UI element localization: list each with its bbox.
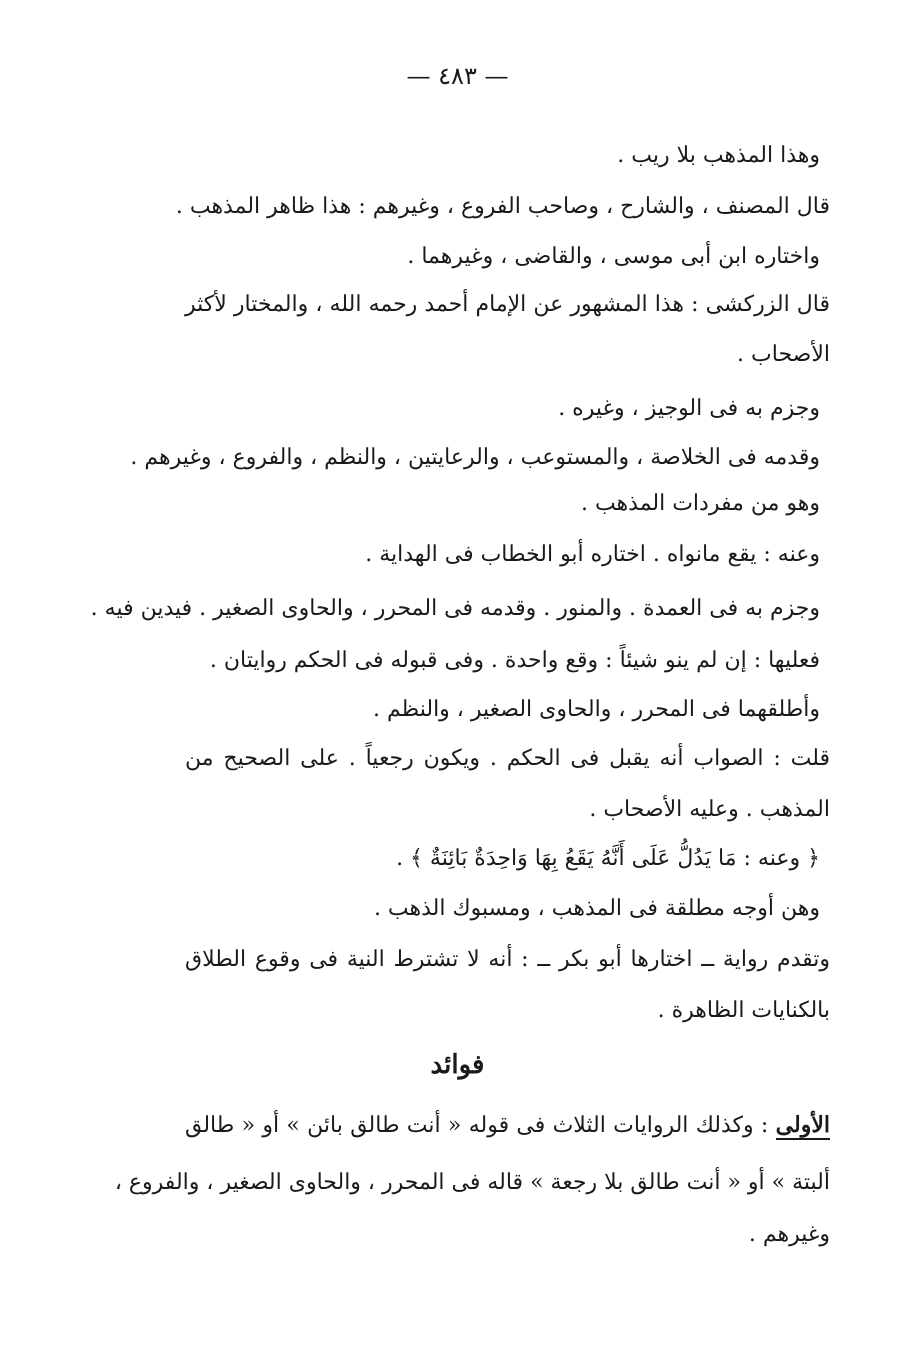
section-heading: فوائد [430,1050,485,1080]
text-line-3: واختاره ابن أبى موسى ، والقاضى ، وغيرهما . [407,244,820,269]
text-line-7: وقدمه فى الخلاصة ، والمستوعب ، والرعايتين ، والنظم ، والفروع ، وغيرهم . [130,445,820,470]
fawaid-line-1 [185,1110,830,1141]
text-line-10: وجزم به فى العمدة . والمنور . وقدمه فى المحرر ، والحاوى الصغير . فيدين فيه . [90,596,820,621]
text-line-4: قال الزركشى : هذا المشهور عن الإمام أحمد رحمه الله ، والمختار لأكثر [185,292,830,317]
page-number: — ٤٨٣ — [406,62,509,90]
fawaid-term: الأولى [775,1112,830,1138]
text-line-8: وهو من مفردات المذهب . [580,491,820,516]
quote-line: ﴿ وعنه : مَا يَدُلُّ عَلَى أَنَّهُ يَقَعُ بِهَا وَاحِدَةٌ بَائِنَةٌ ﴾ . [396,846,820,871]
text-line-2: قال المصنف ، والشارح ، وصاحب الفروع ، وغيرهم : هذا ظاهر المذهب . [175,194,830,219]
text-line-17: وتقدم رواية ــ اختارها أبو بكر ــ : أنه لا تشترط النية فى وقوع الطلاق [185,947,830,972]
fawaid-line-2: ألبتة » أو « أنت طالق بلا رجعة » قاله فى المحرر ، والحاوى الصغير ، والفروع ، [114,1170,830,1195]
fawaid-line-1-text: : وكذلك الروايات الثلاث فى قوله « أنت طالق بائن » أو « طالق [185,1113,769,1138]
text-line-16: وهن أوجه مطلقة فى المذهب ، ومسبوك الذهب . [373,896,820,921]
text-line-5: الأصحاب . [737,342,830,367]
text-line-11: فعليها : إن لم ينو شيئاً : وقع واحدة . وفى قبوله فى الحكم روايتان . [209,648,820,673]
text-line-14: المذهب . وعليه الأصحاب . [589,797,830,822]
text-line-6: وجزم به فى الوجيز ، وغيره . [558,396,820,421]
text-line-1: وهذا المذهب بلا ريب . [617,143,820,168]
fawaid-line-3: وغيرهم . [748,1222,830,1247]
text-line-13: قلت : الصواب أنه يقبل فى الحكم . ويكون رجعياً . على الصحيح من [185,746,830,771]
text-line-18: بالكنايات الظاهرة . [657,998,830,1023]
text-line-12: وأطلقهما فى المحرر ، والحاوى الصغير ، والنظم . [373,697,820,722]
text-line-9: وعنه : يقع مانواه . اختاره أبو الخطاب فى الهداية . [365,542,820,567]
